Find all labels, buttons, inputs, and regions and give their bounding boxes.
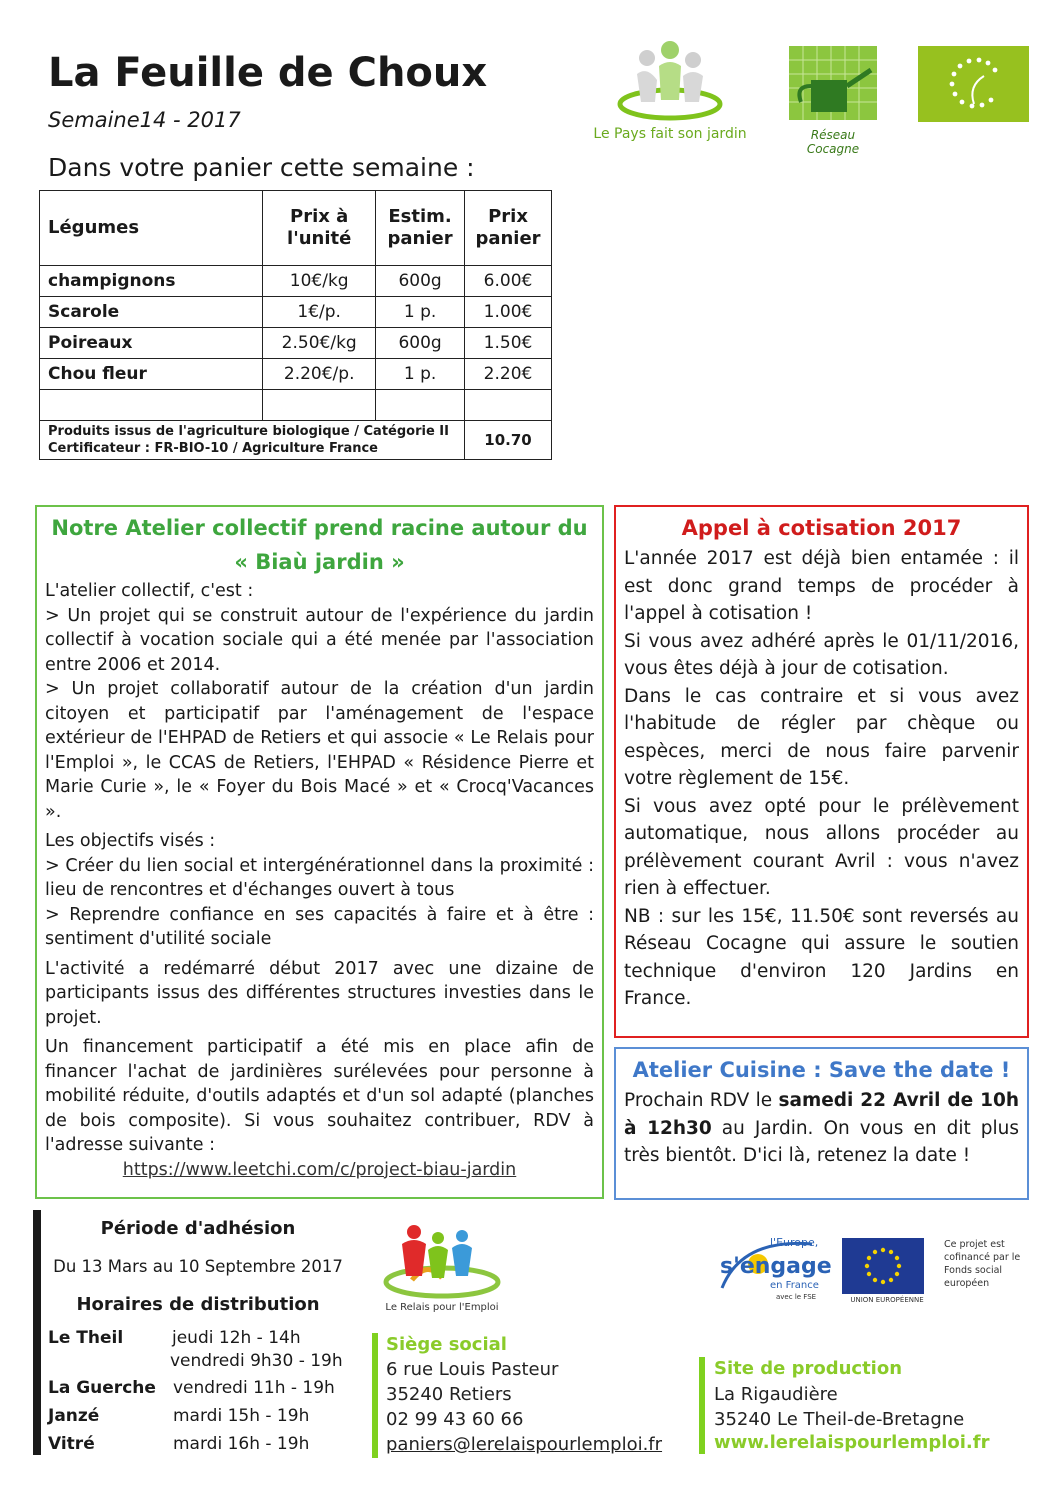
empty-cell (465, 390, 552, 421)
atelier-title-line2: « Biaù jardin » (234, 550, 405, 574)
header-estimate-line2: panier (387, 228, 453, 249)
table-row (40, 328, 552, 359)
production-place: La Rigaudière (714, 1384, 838, 1405)
empty-cell (376, 390, 465, 421)
schedule-time: vendredi 9h30 - 19h (170, 1351, 343, 1371)
atelier-text: L'atelier collectif, c'est : (45, 581, 254, 601)
atelier-paragraph: L'activité a redémarré début 2017 avec une dizaine de participants issus des différentes structures investies dans le projet. (45, 958, 594, 1028)
production-title: Site de production (714, 1358, 903, 1379)
empty-cell (263, 390, 376, 421)
table-row (40, 297, 552, 328)
cell-price: 2.20€ (465, 359, 552, 390)
leetchi-link[interactable]: https://www.leetchi.com/c/project-biau-jardin (122, 1159, 517, 1180)
footnote-line2: Certificateur : FR-BIO-10 / Agriculture France (48, 441, 378, 456)
atelier-paragraph (45, 579, 594, 824)
header-unit-price-line2: l'unité (287, 228, 352, 249)
schedule-time: mardi 16h - 19h (173, 1434, 310, 1454)
eu-stars-icon (842, 1238, 924, 1294)
appel-paragraph: Dans le cas contraire et si vous avez l'habitude de régler par chèque ou espèces, merci de nous faire parvenir votre règlement de 15€. (624, 685, 1019, 789)
atelier-text: > Reprendre confiance en ses capacités à faire et à être : sentiment d'utilité sociale (45, 904, 594, 949)
europe-text-1: l'Europe, (770, 1236, 819, 1249)
pays-logo-caption: Le Pays fait son jardin (593, 126, 747, 142)
appel-paragraph: Si vous avez opté pour le prélèvement automatique, nous allons procéder au prélèvement courant Avril : vous n'avez rien à effectuer. (624, 795, 1019, 899)
info-side-bar (33, 1210, 41, 1455)
cuisine-title: Atelier Cuisine : Save the date ! (632, 1058, 1011, 1082)
appel-paragraph: NB : sur les 15€, 11.50€ sont reversés au Réseau Cocagne qui assure le soutien technique d'environ 120 Jardins en France. (624, 905, 1019, 1009)
table-row (40, 266, 552, 297)
table-row (40, 359, 552, 390)
eu-organic-logo (918, 46, 1029, 122)
production-green-bar (699, 1357, 705, 1454)
website-link[interactable]: www.lerelaispourlemploi.fr (714, 1432, 990, 1453)
cuisine-date: samedi 22 Avril de 10h à 12h30 (624, 1090, 1020, 1139)
cuisine-paragraph (624, 1087, 1019, 1170)
siege-city: 35240 Retiers (386, 1384, 512, 1405)
periode-title: Période d'adhésion (100, 1218, 296, 1239)
cell-estimate: 600g (376, 328, 465, 359)
page-title: La Feuille de Choux (48, 50, 488, 96)
relais-logo-caption: Le Relais pour l'Emploi (385, 1302, 499, 1313)
horaires-title: Horaires de distribution (76, 1294, 320, 1315)
atelier-text: > Un projet qui se construit autour de l'expérience du jardin collectif à vocation sociale qui a été menée par l'association entre 2006 et 2014. (45, 605, 594, 675)
siege-phone: 02 99 43 60 66 (386, 1409, 524, 1430)
reseau-cocagne-logo (783, 40, 883, 156)
siege-green-bar (372, 1333, 378, 1458)
header-unit-price (263, 191, 376, 266)
header-basket-price-line2: panier (475, 228, 541, 249)
atelier-title-line1: Notre Atelier collectif prend racine autour du (51, 516, 588, 540)
table-header-row (40, 191, 552, 266)
header-legumes: Légumes (40, 191, 263, 266)
footnote-line1: Produits issus de l'agriculture biologique / Catégorie II (48, 424, 449, 439)
atelier-paragraph (45, 829, 594, 952)
relais-logo-icon (372, 1220, 512, 1302)
periode-dates: Du 13 Mars au 10 Septembre 2017 (53, 1257, 343, 1276)
basket-table (39, 190, 552, 460)
europe-text-3: en France (770, 1280, 819, 1291)
table-total: 10.70 (465, 421, 552, 460)
siege-title: Siège social (386, 1334, 507, 1355)
atelier-cuisine-box (614, 1047, 1029, 1200)
appel-paragraph: L'année 2017 est déjà bien entamée : il est donc grand temps de procéder à l'appel à cotisation ! (624, 548, 1019, 624)
schedule-town: Vitré (48, 1434, 95, 1454)
schedule-time: mardi 15h - 19h (173, 1406, 310, 1426)
europe-text-4: avec le FSE (776, 1293, 817, 1301)
appel-paragraph: Si vous avez adhéré après le 01/11/2016, vous êtes déjà à jour de cotisation. (624, 630, 1019, 679)
appel-cotisation-box (614, 505, 1029, 1038)
cell-unit-price: 1€/p. (263, 297, 376, 328)
cell-estimate: 1 p. (376, 297, 465, 328)
atelier-title (45, 511, 594, 579)
cell-unit-price: 2.20€/p. (263, 359, 376, 390)
cell-estimate: 600g (376, 266, 465, 297)
header-estimate-line1: Estim. (388, 206, 452, 227)
empty-cell (40, 390, 263, 421)
table-footer-row (40, 421, 552, 460)
atelier-text: > Un projet collaboratif autour de la création d'un jardin citoyen et participatif par l'aménagement de l'espace extérieur de l'EHPAD de Retiers et qui associe « Le Relais pour l'Emploi », le CCAS de Retiers, l'EHPAD « Résidence Pierre et Marie Curie », le « Foyer du Bois Macé » et « Crocq'Vacances ». (45, 679, 594, 822)
pays-logo-icon (585, 40, 755, 126)
atelier-collectif-box (35, 505, 604, 1199)
header-basket-price-line1: Prix (488, 206, 528, 227)
table-empty-row (40, 390, 552, 421)
atelier-paragraph: Un financement participatif a été mis en place afin de financer l'achat de jardinières surélevées pour personne à mobilité réduite, d'outils adaptés et d'un sol adapté (planches de bois composite). Si vous souhaitez contribuer, RDV à l'adresse suivante : (45, 1037, 594, 1155)
eu-leaf-icon (918, 46, 1029, 122)
basket-heading: Dans votre panier cette semaine : (48, 153, 475, 182)
week-label: Semaine14 - 2017 (48, 108, 241, 132)
europe-text-2: s'engage (720, 1254, 832, 1279)
cell-name: Scarole (40, 297, 263, 328)
cell-name: Poireaux (40, 328, 263, 359)
cell-price: 6.00€ (465, 266, 552, 297)
europe-sengage-logo (712, 1236, 832, 1304)
header-basket-price (465, 191, 552, 266)
atelier-text: Les objectifs visés : (45, 831, 216, 851)
header-estimate (376, 191, 465, 266)
pays-fait-son-jardin-logo (585, 40, 755, 150)
fse-note: Ce projet est cofinancé par le Fonds social européen (944, 1239, 1021, 1289)
eu-caption: UNION EUROPÉENNE (850, 1296, 924, 1304)
cell-price: 1.50€ (465, 328, 552, 359)
eu-flag (842, 1238, 924, 1294)
cuisine-text: Prochain RDV le (624, 1090, 779, 1111)
cuisine-text: au Jardin. On vous en dit plus très bientôt. D'ici là, retenez la date ! (624, 1117, 1019, 1166)
relais-pour-emploi-logo (372, 1220, 512, 1320)
appel-title: Appel à cotisation 2017 (681, 516, 962, 540)
schedule-time: jeudi 12h - 14h (172, 1328, 301, 1348)
atelier-text: > Créer du lien social et intergénérationnel dans la proximité : lieu de rencontres et d'échanges ouvert à tous (45, 855, 594, 900)
schedule-town: Janzé (48, 1406, 100, 1426)
siege-email-link[interactable]: paniers@lerelaispourlemploi.fr (386, 1434, 663, 1455)
schedule-town: Le Theil (48, 1328, 124, 1348)
reseau-logo-caption: Réseau Cocagne (806, 128, 860, 156)
cell-estimate: 1 p. (376, 359, 465, 390)
cell-name: champignons (40, 266, 263, 297)
schedule-town: La Guerche (48, 1378, 156, 1398)
cell-price: 1.00€ (465, 297, 552, 328)
cell-unit-price: 10€/kg (263, 266, 376, 297)
watering-can-icon (783, 40, 883, 126)
siege-street: 6 rue Louis Pasteur (386, 1359, 559, 1380)
table-footnote (40, 421, 465, 460)
header-unit-price-line1: Prix à (290, 206, 349, 227)
cell-unit-price: 2.50€/kg (263, 328, 376, 359)
production-city: 35240 Le Theil-de-Bretagne (714, 1409, 965, 1430)
schedule-time: vendredi 11h - 19h (173, 1378, 335, 1398)
cell-name: Chou fleur (40, 359, 263, 390)
